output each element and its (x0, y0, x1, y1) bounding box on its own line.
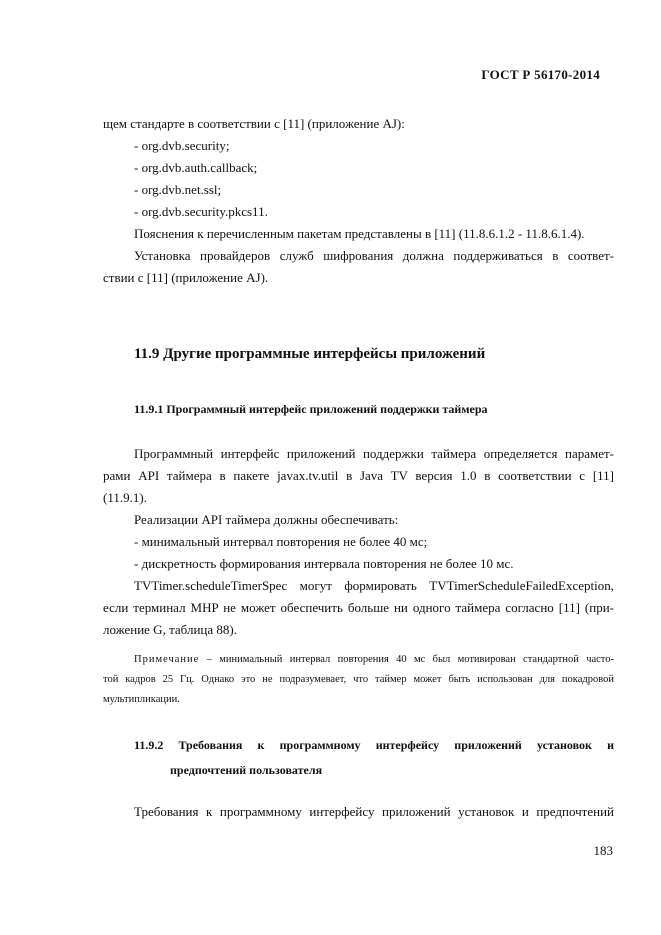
document-header: ГОСТ Р 56170-2014 (481, 67, 600, 82)
list-item: - org.dvb.security; (134, 138, 230, 153)
text-line: Требования к программному интерфейсу приложений установок и предпочтений (134, 804, 614, 819)
heading-line: предпочтений пользователя (170, 763, 323, 777)
heading-line: 11.9.2 Требования к программному интерфейсу приложений установок и (134, 738, 614, 752)
list-item: - org.dvb.security.pkcs11. (134, 204, 268, 219)
text-line: щем стандарте в соответствии с [11] (приложение AJ): (103, 116, 405, 131)
subsection-heading-11-9-1: 11.9.1 Программный интерфейс приложений поддержки таймера (134, 402, 488, 416)
text-line: Программный интерфейс приложений поддержки таймера определяется парамет- (134, 446, 614, 461)
section-heading-11-9: 11.9 Другие программные интерфейсы приложений (134, 346, 486, 362)
text-line: рами API таймера в пакете javax.tv.util в Java TV версия 1.0 в соответствии с [11] (103, 468, 614, 483)
text-line: Установка провайдеров служб шифрования должна поддерживаться в соответ- (134, 248, 614, 263)
note-line: той кадров 25 Гц. Однако это не подразумевает, что таймер может быть использован для покадровой (103, 674, 614, 685)
text-line: ложение G, таблица 88). (103, 622, 237, 637)
intro-block (103, 113, 614, 289)
text-line: Пояснения к перечисленным пакетам представлены в [11] (11.8.6.1.2 - 11.8.6.1.4). (134, 226, 585, 241)
note-line: мультипликации. (103, 694, 180, 705)
page-number: 183 (593, 843, 613, 858)
text-line: ствии с [11] (приложение AJ). (103, 270, 269, 285)
prefs-block (103, 801, 614, 823)
text-line: если терминал MHP не может обеспечить больше ни одного таймера согласно [11] (при- (103, 600, 614, 615)
subsection-heading-11-9-2 (134, 733, 614, 783)
list-item: - org.dvb.auth.callback; (134, 160, 258, 175)
list-item: - дискретность формирования интервала повторения не более 10 мс. (134, 556, 514, 571)
note-line (103, 650, 614, 670)
timer-block (103, 443, 614, 641)
list-item: - org.dvb.net.ssl; (134, 182, 222, 197)
list-item: - минимальный интервал повторения не более 40 мс; (134, 534, 428, 549)
note-label: Примечание (134, 654, 200, 665)
text-line: (11.9.1). (103, 490, 147, 505)
note-block (103, 650, 614, 710)
note-text: – минимальный интервал повторения 40 мс был мотивирован стандартной часто- (199, 654, 614, 665)
text-line: TVTimer.scheduleTimerSpec могут формировать TVTimerScheduleFailedException, (134, 578, 614, 593)
text-line: Реализации API таймера должны обеспечивать: (134, 512, 399, 527)
